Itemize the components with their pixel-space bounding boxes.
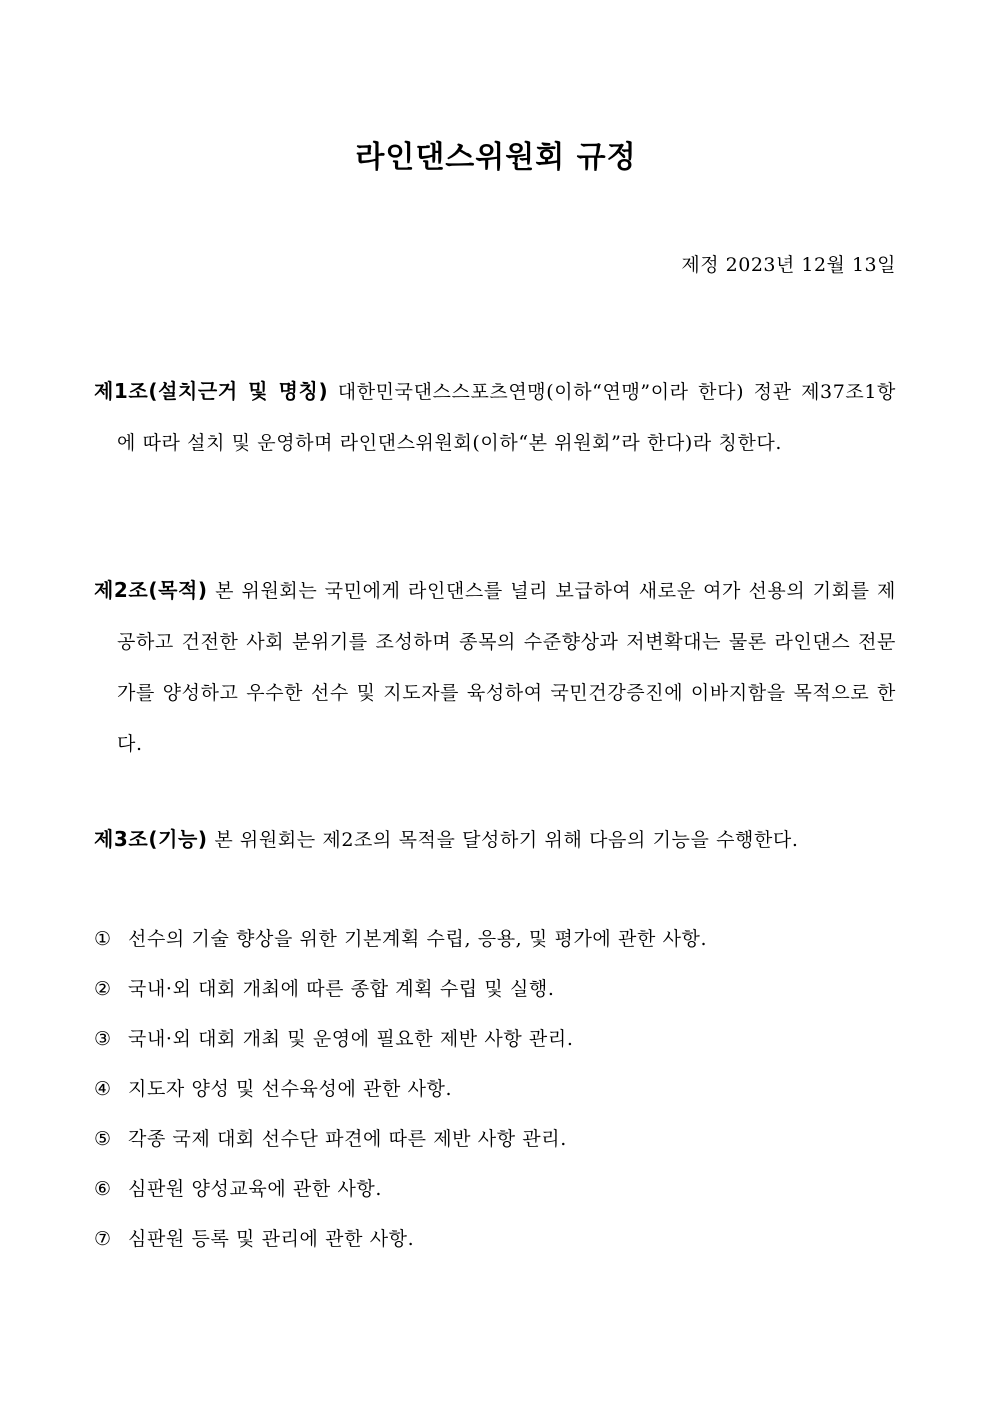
article-1 — [94, 366, 896, 469]
article-3 — [94, 814, 896, 866]
list-item-marker: ④ — [94, 1078, 112, 1100]
list-item-marker: ⑤ — [94, 1128, 112, 1150]
list-item — [94, 1214, 896, 1264]
list-item-text: 각종 국제 대회 선수단 파견에 따른 제반 사항 관리. — [128, 1128, 567, 1150]
list-item — [94, 1064, 896, 1114]
list-item-marker: ③ — [94, 1028, 112, 1050]
list-item-text: 선수의 기술 향상을 위한 기본계획 수립, 응용, 및 평가에 관한 사항. — [128, 928, 708, 950]
list-item — [94, 1114, 896, 1164]
list-item-text: 심판원 등록 및 관리에 관한 사항. — [128, 1228, 415, 1250]
list-item-text: 국내·외 대회 개최 및 운영에 필요한 제반 사항 관리. — [128, 1028, 574, 1050]
article-3-heading: 제3조(기능) — [94, 827, 208, 851]
list-item-marker: ② — [94, 978, 112, 1000]
article-1-body: 대한민국댄스스포츠연맹(이하“연맹”이라 한다) 정관 제37조1항에 따라 설치 및 운영하며 라인댄스위원회(이하“본 위원회”라 한다)라 칭한다. — [117, 381, 896, 454]
list-item-marker: ⑥ — [94, 1178, 112, 1200]
list-item-marker: ① — [94, 928, 112, 950]
list-item-marker: ⑦ — [94, 1228, 112, 1250]
list-item — [94, 1164, 896, 1214]
list-item-text: 지도자 양성 및 선수육성에 관한 사항. — [128, 1078, 453, 1100]
enactment-date: 제정 2023년 12월 13일 — [681, 254, 896, 276]
list-item — [94, 914, 896, 964]
list-item-text: 국내·외 대회 개최에 따른 종합 계획 수립 및 실행. — [128, 978, 555, 1000]
list-item-text: 심판원 양성교육에 관한 사항. — [128, 1178, 383, 1200]
article-1-heading: 제1조(설치근거 및 명칭) — [94, 379, 329, 403]
article-3-body: 본 위원회는 제2조의 목적을 달성하기 위해 다음의 기능을 수행한다. — [207, 829, 799, 851]
document-title: 라인댄스위원회 규정 — [355, 140, 637, 175]
list-item — [94, 964, 896, 1014]
article-2 — [94, 565, 896, 770]
list-item — [94, 1014, 896, 1064]
function-list — [94, 914, 896, 1264]
article-2-heading: 제2조(목적) — [94, 578, 208, 602]
article-2-body: 본 위원회는 국민에게 라인댄스를 널리 보급하여 새로운 여가 선용의 기회를 제공하고 건전한 사회 분위기를 조성하며 종목의 수준향상과 저변확대는 물론 라인댄스 전문가를 양성하고 우수한 선수 및 지도자를 육성하여 국민건강증진에 이바지함을 목적으로 한다. — [117, 580, 896, 755]
